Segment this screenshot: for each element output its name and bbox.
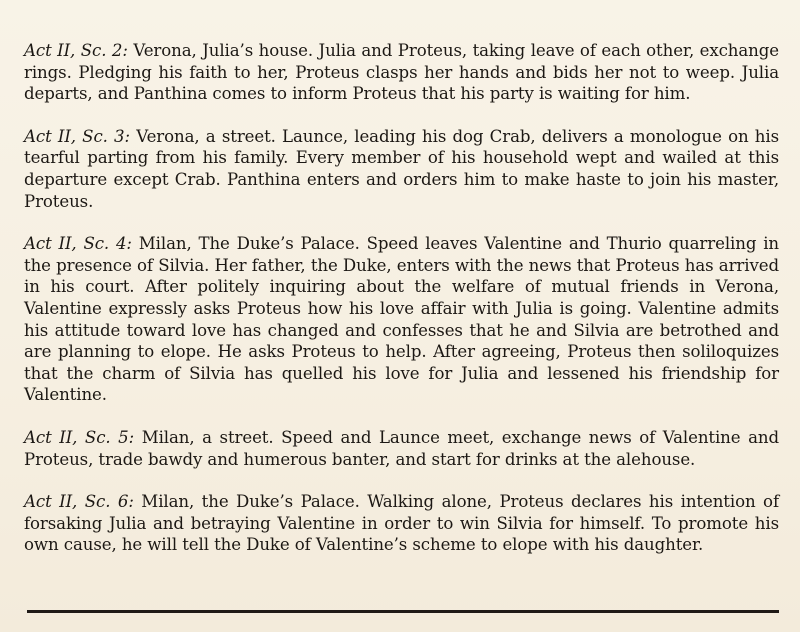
scene-act2-sc6: [24, 491, 779, 556]
scene-act2-sc5: [24, 427, 779, 470]
scene-label: Act II, Sc. 5:: [24, 427, 135, 447]
scene-text: Verona, Julia’s house. Julia and Proteus, taking leave of each other, exchange rings. Pledging his faith to her, Proteus clasps her hands and bids her not to weep. Julia departs, and Panthina comes to inform Proteus that his party is waiting for him.: [24, 41, 780, 104]
scene-text: Verona, a street. Launce, leading his dog Crab, delivers a monologue on his tearful parting from his family. Every member of his household wept and wailed at this departure except Crab. Panthina enters and orders him to make haste to join his master, Proteus.: [24, 126, 779, 211]
scene-act2-sc2: [24, 40, 779, 105]
scene-label: Act II, Sc. 3:: [24, 126, 130, 146]
scene-label: Act II, Sc. 4:: [24, 234, 132, 254]
scene-label: Act II, Sc. 6:: [24, 492, 134, 512]
scene-act2-sc3: [24, 126, 779, 212]
scene-text: Milan, The Duke’s Palace. Speed leaves Valentine and Thurio quarreling in the presence of Silvia. Her father, the Duke, enters with the news that Proteus has arrived in his court. After politely inquiring about the welfare of mutual friends in Verona, Valentine expressly asks Proteus how his love affair with Julia is going. Valentine admits his attitude toward love has changed and confesses that he and Silvia are betrothed and are planning to elope. He asks Proteus to help. After agreeing, Proteus then soliloquizes that the charm of Silvia has quelled his love for Julia and lessened his friendship for Valentine.: [24, 234, 779, 405]
scene-act2-sc4: [24, 233, 779, 406]
scene-text: Milan, the Duke’s Palace. Walking alone, Proteus declares his intention of forsaking Julia and betraying Valentine in order to win Silvia for himself. To promote his own cause, he will tell the Duke of Valentine’s scheme to elope with his daughter.: [24, 492, 779, 555]
bottom-divider: [27, 610, 779, 613]
scene-list: [24, 40, 779, 577]
scene-label: Act II, Sc. 2:: [24, 41, 128, 60]
scene-text: Milan, a street. Speed and Launce meet, exchange news of Valentine and Proteus, trade bawdy and humerous banter, and start for drinks at the alehouse.: [24, 427, 779, 469]
